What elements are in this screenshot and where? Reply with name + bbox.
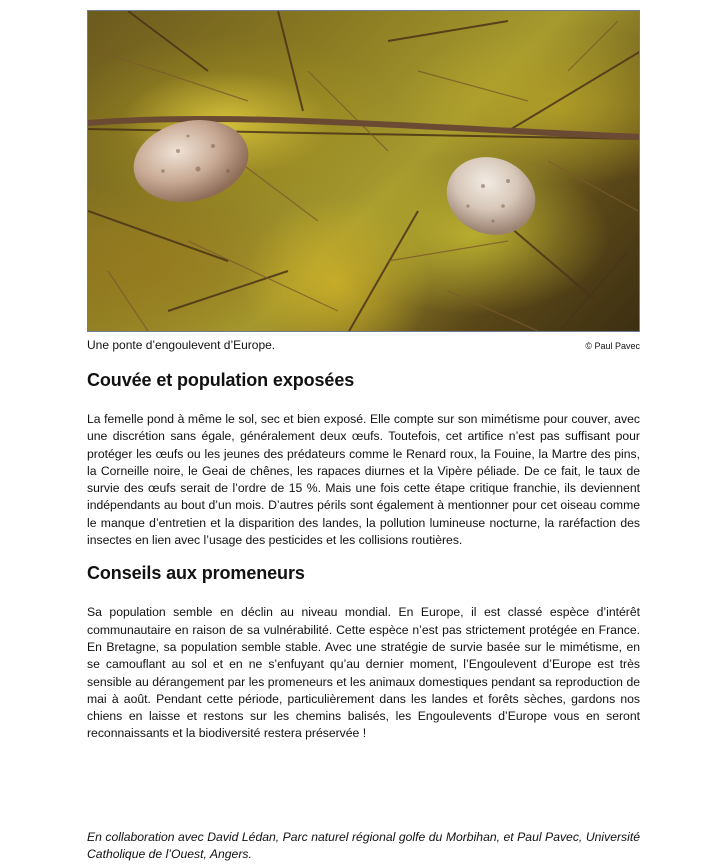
- figure-caption-row: [87, 338, 640, 354]
- collaboration-note: En collaboration avec David Lédan, Parc naturel régional golfe du Morbihan, et Paul Pavec, Université Catholique de l’Ouest, Angers.: [87, 830, 640, 862]
- section-paragraph-conseils: Sa population semble en déclin au niveau mondial. En Europe, il est classé espèce d’intérêt communautaire en raison de sa vulnérabilité. Cette espèce n’est pas strictement protégée en France. En Bretagne, sa population semble stable. Avec une stratégie de survie basée sur le mimétisme, en se camouflant au sol et en ne s’enfuyant qu’au dernier moment, l’Engoulevent d’Europe est très sensible au dérangement par les promeneurs et les animaux domestiques pendant sa reproduction de mai à août. Pendant cette période, particulièrement dans les landes et forêts sèches, gardons nos chiens en laisse et restons sur les chemins balisés, les Engoulevents d’Europe vous en seront reconnaissants et la biodiversité restera préservée !: [87, 605, 640, 741]
- egg-left: [126, 110, 256, 212]
- photo-illustration: [88, 11, 640, 332]
- section-paragraph-couvee: La femelle pond à même le sol, sec et bien exposé. Elle compte sur son mimétisme pour couver, avec une discrétion sans égale, généralement deux œufs. Toutefois, cet artifice n’est pas suffisant pour protéger les œufs ou les jeunes des prédateurs comme le Renard roux, la Fouine, la Martre des pins, la Corneille noire, le Geai de chênes, les rapaces diurnes et la Vipère péliade. De ce fait, le taux de survie des œufs serait de l’ordre de 15 %. Mais une fois cette étape critique franchie, ils deviennent indépendants au bout d’un mois. D’autres périls sont également à mentionner pour cet oiseau comme le manque d’entretien et la disparition des landes, la pollution lumineuse nocturne, la raréfaction des insectes en lien avec l’usage des pesticides et les collisions routières.: [87, 412, 640, 548]
- article: [87, 10, 640, 743]
- nightjar-eggs-photo: [87, 10, 640, 332]
- section-heading-conseils: Conseils aux promeneurs: [87, 563, 305, 584]
- egg-right: [436, 145, 547, 247]
- section-heading-couvee: Couvée et population exposées: [87, 370, 355, 390]
- figure-caption: Une ponte d’engoulevent d’Europe.: [87, 338, 276, 352]
- photo-credit: © Paul Pavec: [585, 341, 640, 351]
